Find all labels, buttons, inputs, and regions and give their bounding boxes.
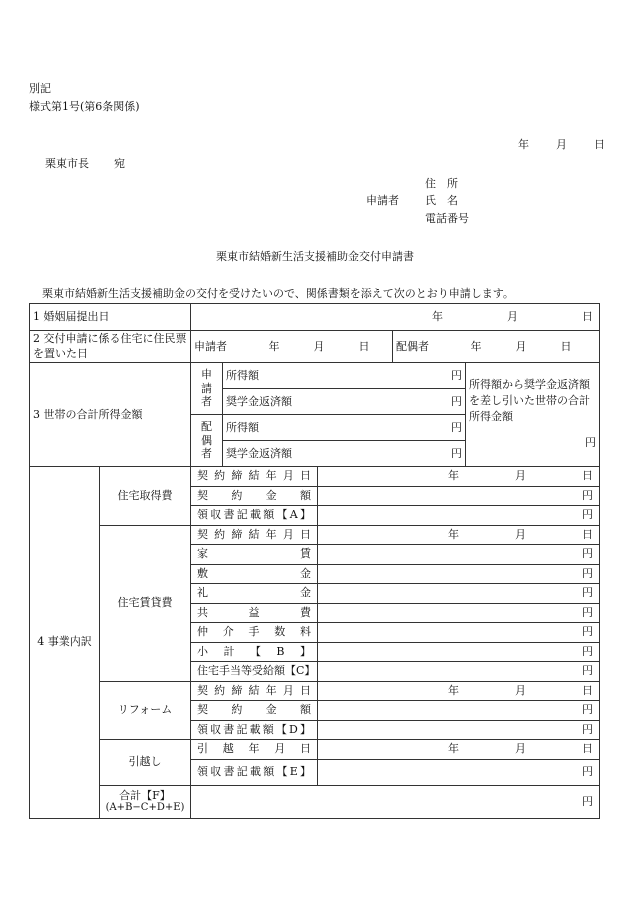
unit-year: 年 bbox=[470, 339, 482, 353]
unit-yen: 円 bbox=[585, 435, 596, 449]
income-applicant-vert bbox=[191, 363, 223, 415]
unit-yen: 円 bbox=[451, 368, 462, 382]
vert-char: 申 bbox=[201, 367, 212, 381]
annex-label: 別記 bbox=[29, 82, 51, 95]
unit-day: 日 bbox=[582, 742, 593, 756]
residence-applicant-label: 申請者 bbox=[194, 339, 227, 353]
addressee-suffix: 宛 bbox=[114, 157, 125, 170]
unit-day: 日 bbox=[560, 339, 572, 353]
unit-day: 日 bbox=[582, 469, 593, 483]
total-label-text: 合計【F】 bbox=[119, 788, 171, 802]
name-label: 氏 名 bbox=[425, 194, 458, 207]
unit-year: 年 bbox=[432, 310, 443, 324]
moving-date-label: 引越年月日 bbox=[191, 740, 318, 760]
moving-receipt-field[interactable]: 円 bbox=[318, 759, 600, 785]
unit-yen: 円 bbox=[451, 446, 462, 460]
moving-label: 引越し bbox=[100, 740, 191, 786]
unit-month: 月 bbox=[515, 339, 527, 353]
key-money-field[interactable]: 円 bbox=[318, 584, 600, 604]
applicant-income-field[interactable] bbox=[223, 363, 466, 389]
applicant-scholarship-field[interactable] bbox=[223, 389, 466, 415]
income-item-label: 所得額 bbox=[226, 420, 259, 434]
rent-label: 住宅賃貸費 bbox=[100, 525, 191, 681]
row-moving-date bbox=[30, 740, 600, 760]
header-date-month: 月 bbox=[556, 138, 567, 151]
reform-receipt-label: 領収書記載額【D】 bbox=[191, 720, 318, 740]
header-date-year: 年 bbox=[518, 138, 529, 151]
housing-allowance-field[interactable]: 円 bbox=[318, 662, 600, 682]
reform-amount-label: 契約金額 bbox=[191, 701, 318, 721]
business-label: 4 事業内訳 bbox=[30, 467, 100, 819]
moving-receipt-label: 領収書記載額【E】 bbox=[191, 759, 318, 785]
unit-day: 日 bbox=[358, 339, 370, 353]
unit-month: 月 bbox=[507, 310, 518, 324]
reform-receipt-field[interactable]: 円 bbox=[318, 720, 600, 740]
common-fee-label: 共益費 bbox=[191, 603, 318, 623]
total-label bbox=[100, 785, 191, 818]
unit-month: 月 bbox=[515, 742, 526, 756]
residence-applicant-field[interactable] bbox=[191, 331, 393, 362]
unit-yen: 円 bbox=[451, 394, 462, 408]
deposit-label: 敷金 bbox=[191, 564, 318, 584]
acq-receipt-field[interactable]: 円 bbox=[318, 506, 600, 526]
row-income-applicant-1 bbox=[30, 363, 600, 389]
subtotal-label: 小計【B】 bbox=[191, 642, 318, 662]
unit-day: 日 bbox=[582, 310, 593, 324]
unit-year: 年 bbox=[448, 469, 459, 483]
income-total-field[interactable] bbox=[466, 363, 600, 467]
scholarship-item-label: 奨学金返済額 bbox=[226, 446, 292, 460]
application-table bbox=[29, 303, 600, 819]
rent-item-label: 家賃 bbox=[191, 545, 318, 565]
reform-amount-field[interactable]: 円 bbox=[318, 701, 600, 721]
phone-label: 電話番号 bbox=[425, 212, 469, 225]
unit-month: 月 bbox=[515, 527, 526, 541]
row-total bbox=[30, 785, 600, 818]
reform-contract-date-label: 契約締結年月日 bbox=[191, 681, 318, 701]
scholarship-item-label: 奨学金返済額 bbox=[226, 394, 292, 408]
row-rent-date bbox=[30, 525, 600, 545]
header-date-day: 日 bbox=[594, 138, 605, 151]
total-formula: (A+B−C+D+E) bbox=[105, 802, 185, 814]
reform-label: リフォーム bbox=[100, 681, 191, 740]
vert-char: 偶 bbox=[201, 433, 212, 447]
reform-contract-date-field[interactable] bbox=[318, 681, 600, 701]
acq-amount-label: 契約金額 bbox=[191, 486, 318, 506]
marriage-date-label: 1 婚姻届提出日 bbox=[30, 304, 191, 331]
spouse-income-field[interactable] bbox=[223, 415, 466, 441]
vert-char: 者 bbox=[201, 395, 212, 409]
vert-char: 請 bbox=[201, 381, 212, 395]
spouse-scholarship-field[interactable] bbox=[223, 441, 466, 467]
rent-contract-date-field[interactable] bbox=[318, 525, 600, 545]
income-note: 所得額から奨学金返済額を差し引いた世帯の合計所得金額 bbox=[469, 378, 590, 423]
brokerage-label: 仲介手数料 bbox=[191, 623, 318, 643]
row-acq-date bbox=[30, 467, 600, 487]
residence-date-label: 2 交付申請に係る住宅に住民票を置いた日 bbox=[30, 331, 191, 363]
income-item-label: 所得額 bbox=[226, 368, 259, 382]
residence-date-cells bbox=[191, 331, 600, 363]
row-reform-date bbox=[30, 681, 600, 701]
residence-spouse-label: 配偶者 bbox=[396, 339, 429, 353]
income-spouse-vert bbox=[191, 415, 223, 467]
unit-month: 月 bbox=[515, 683, 526, 697]
acq-contract-date-label: 契約締結年月日 bbox=[191, 467, 318, 487]
intro-text: 栗東市結婚新生活支援補助金の交付を受けたいので、関係書類を添えて次のとおり申請します。 bbox=[42, 287, 514, 300]
addressee bbox=[45, 158, 125, 169]
deposit-field[interactable]: 円 bbox=[318, 564, 600, 584]
unit-year: 年 bbox=[448, 527, 459, 541]
unit-year: 年 bbox=[448, 742, 459, 756]
unit-month: 月 bbox=[313, 339, 325, 353]
header-date bbox=[518, 139, 605, 150]
common-fee-field[interactable]: 円 bbox=[318, 603, 600, 623]
acq-amount-field[interactable]: 円 bbox=[318, 486, 600, 506]
unit-year: 年 bbox=[448, 683, 459, 697]
row-residence-date bbox=[30, 331, 600, 363]
form-number: 様式第1号(第6条関係) bbox=[29, 100, 140, 113]
acq-receipt-label: 領収書記載額【A】 bbox=[191, 506, 318, 526]
acq-contract-date-field[interactable] bbox=[318, 467, 600, 487]
unit-month: 月 bbox=[515, 469, 526, 483]
rent-field[interactable]: 円 bbox=[318, 545, 600, 565]
unit-yen: 円 bbox=[451, 420, 462, 434]
residence-spouse-field[interactable] bbox=[393, 331, 600, 362]
vert-char: 者 bbox=[201, 447, 212, 461]
rent-contract-date-label: 契約締結年月日 bbox=[191, 525, 318, 545]
page-title: 栗東市結婚新生活支援補助金交付申請書 bbox=[216, 250, 414, 263]
unit-day: 日 bbox=[582, 683, 593, 697]
moving-date-field[interactable] bbox=[318, 740, 600, 760]
applicant-role: 申請者 bbox=[366, 194, 399, 207]
row-marriage-date bbox=[30, 304, 600, 331]
marriage-date-field[interactable] bbox=[191, 304, 600, 331]
acquisition-label: 住宅取得費 bbox=[100, 467, 191, 526]
income-label: 3 世帯の合計所得金額 bbox=[30, 363, 191, 467]
subtotal-field[interactable]: 円 bbox=[318, 642, 600, 662]
vert-char: 配 bbox=[201, 419, 212, 433]
total-field[interactable]: 円 bbox=[191, 785, 600, 818]
unit-year: 年 bbox=[268, 339, 280, 353]
housing-allowance-label: 住宅手当等受給額【C】 bbox=[191, 662, 318, 682]
key-money-label: 礼金 bbox=[191, 584, 318, 604]
addressee-name: 栗東市長 bbox=[45, 157, 89, 170]
brokerage-field[interactable]: 円 bbox=[318, 623, 600, 643]
unit-day: 日 bbox=[582, 527, 593, 541]
address-label: 住 所 bbox=[425, 177, 458, 190]
